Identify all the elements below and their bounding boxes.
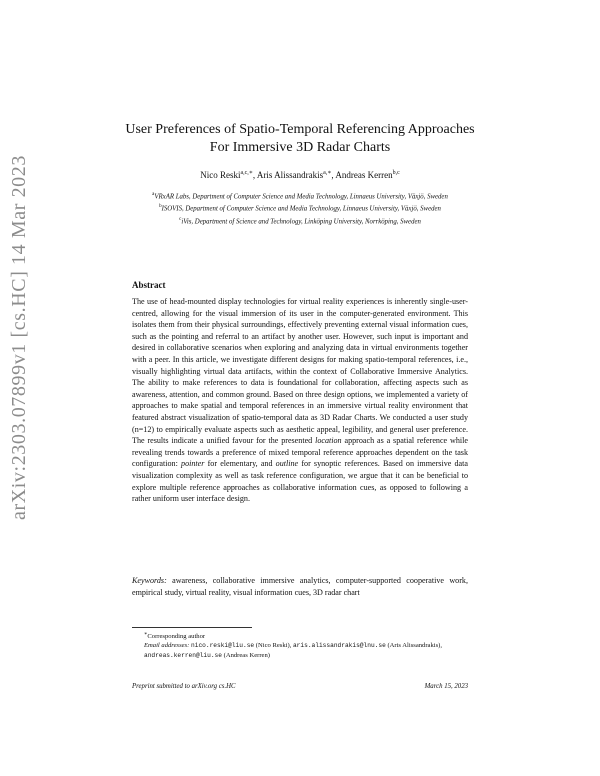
email-owner: (Andreas Kerren) [221, 651, 270, 659]
author-name: Andreas Kerren [335, 170, 393, 180]
affiliation-text: VRxAR Labs, Department of Computer Science and Media Technology, Linnaeus University, Växjö, Sweden [154, 193, 448, 201]
abstract-segment: The use of head-mounted display technologies for virtual reality experiences is inherently single-user-centred, allowing for the visual immersion of its user in the computer-generated environment. This isolates them from their physical surroundings, effectively preventing external visual information cues, such as the pointing and referral to an artifact by another user. However, such input is important and desired in collaborative scenarios when exploring and analyzing data in virtual environments together with a peer. In this article, we investigate different designs for making spatio-temporal references, i.e., visually highlighting virtual data artifacts, within the context of Collaborative Immersive Analytics. The ability to make references to data is foundational for collaboration, affecting aspects such as awareness, attention, and common ground. Based on three design options, we implemented a variety of approaches to make spatial and temporal references in an immersive virtual reality environment that featured abstract visualization of spatio-temporal data as 3D Radar Charts. We conducted a user study (n=12) to empirically evaluate aspects such as aesthetic appeal, legibility, and general user preference. The results indicate a unified favour for the presented [132, 297, 468, 446]
keywords [132, 575, 468, 598]
affiliation-marker: c [179, 216, 182, 222]
affiliation-marker: b [159, 204, 162, 210]
arxiv-identifier: arXiv:2303.07899v1 [cs.HC] 14 Mar 2023 [8, 155, 30, 520]
email-link[interactable]: aris.alissandrakis@lnu.se [292, 642, 386, 650]
preprint-note: Preprint submitted to arXiv.org cs.HC [132, 683, 236, 690]
corresponding-author-label: Corresponding author [147, 633, 206, 641]
abstract-emphasis: location [315, 436, 342, 446]
affiliation [140, 202, 460, 213]
author-affiliation-marker: b,c [392, 170, 400, 176]
affiliation-list [140, 190, 460, 227]
footnote-marker: ∗ [144, 632, 148, 637]
author-name: Aris Alissandrakis [256, 170, 324, 180]
abstract-emphasis: outline [275, 459, 299, 469]
email-owner: (Nico Reski), [254, 642, 293, 650]
affiliation-marker: a [152, 192, 155, 197]
email-link[interactable]: nico.reski@liu.se [191, 642, 255, 650]
affiliation [140, 215, 460, 226]
email-owner: (Aris Alissandrakis), [385, 642, 443, 650]
author-affiliation-marker: a,c,∗ [240, 170, 253, 176]
email-label: Email addresses: [144, 642, 190, 650]
affiliation-text: iVis, Department of Science and Technology, Linköping University, Norrköping, Sweden [181, 218, 421, 226]
affiliation-text: ISOVIS, Department of Computer Science and Media Technology, Linnaeus University, Växjö, Sweden [161, 205, 441, 213]
abstract-heading: Abstract [132, 280, 166, 290]
keywords-text: awareness, collaborative immersive analytics, computer-supported cooperative work, empirical study, virtual reality, visual information cues, 3D radar chart [132, 576, 468, 597]
abstract-segment: approach as a spatial reference while revealing trends towards a preference of mixed temporal reference approaches dependent on the task configuration: [132, 436, 468, 469]
author-name: Nico Reski [200, 170, 241, 180]
email-addresses [132, 641, 468, 659]
footnotes [132, 630, 468, 660]
email-link[interactable]: andreas.kerren@liu.se [144, 651, 222, 659]
author-separator: , [252, 170, 257, 180]
page-footer [132, 683, 468, 690]
corresponding-author-note [132, 630, 468, 641]
paper-title: User Preferences of Spatio-Temporal Referencing Approaches For Immersive 3D Radar Charts [125, 122, 475, 155]
footnote-divider [132, 627, 252, 628]
abstract-text [132, 296, 468, 505]
abstract-segment: for elementary, and [204, 459, 276, 469]
author-affiliation-marker: a,∗ [323, 170, 332, 176]
author-separator: , [331, 170, 336, 180]
abstract-segment: for synoptic references. Based on immersive data visualization complexity as well as task reference configuration, we argue that it can be beneficial to explore multiple reference approaches as collaborative information cues, as opposed to following a rather uniform user interface design. [132, 459, 468, 504]
affiliation [140, 190, 460, 201]
submission-date: March 15, 2023 [424, 683, 468, 690]
author-list [100, 167, 500, 181]
keywords-label: Keywords: [132, 576, 167, 585]
abstract-emphasis: pointer [181, 459, 205, 469]
